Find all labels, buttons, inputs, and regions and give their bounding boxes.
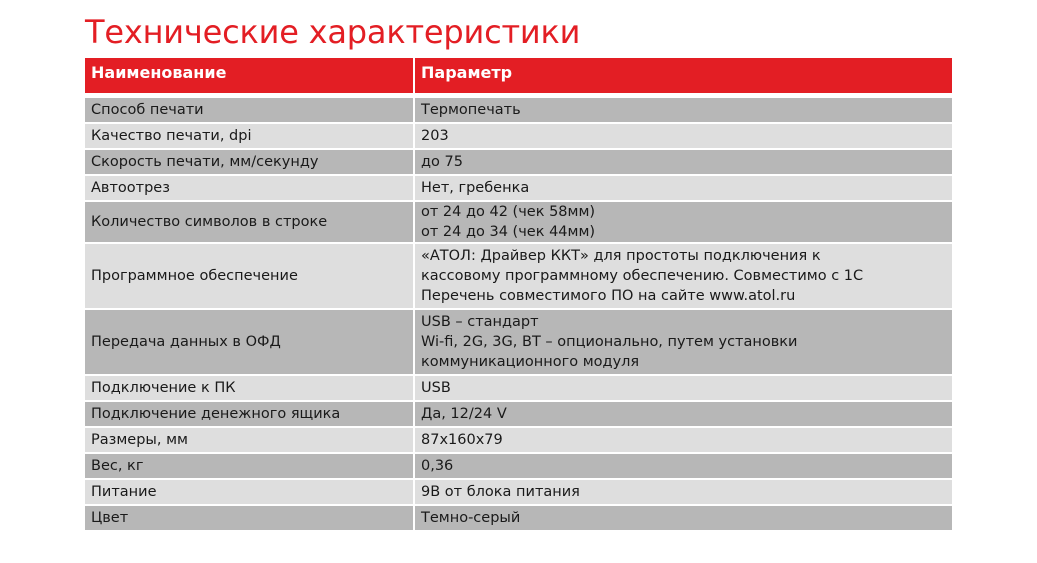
page-title: Технические характеристики (85, 13, 581, 51)
spec-name-cell: Подключение денежного ящика (85, 401, 414, 427)
spec-name-cell: Автоотрез (85, 175, 414, 201)
spec-value-line: 203 (421, 128, 449, 144)
spec-value-line: Термопечать (421, 102, 521, 118)
spec-name-cell: Подключение к ПК (85, 375, 414, 401)
spec-value-cell (414, 201, 952, 243)
spec-value-line: Перечень совместимого ПО на сайте www.atol.ru (421, 288, 796, 304)
spec-name-cell: Программное обеспечение (85, 243, 414, 309)
spec-name-cell: Вес, кг (85, 453, 414, 479)
spec-value-cell (414, 149, 952, 175)
table-row (85, 505, 952, 531)
spec-name-cell: Питание (85, 479, 414, 505)
spec-value-line: коммуникационного модуля (421, 354, 640, 370)
spec-value-cell (414, 123, 952, 149)
spec-name-cell: Скорость печати, мм/секунду (85, 149, 414, 175)
header-name: Наименование (85, 58, 414, 93)
spec-value-cell (414, 479, 952, 505)
spec-value-cell (414, 243, 952, 309)
header-parameter: Параметр (414, 58, 952, 93)
table-row (85, 479, 952, 505)
table-row (85, 175, 952, 201)
spec-name-cell: Цвет (85, 505, 414, 531)
spec-value-cell (414, 175, 952, 201)
table-row (85, 453, 952, 479)
table-header-row (85, 58, 952, 93)
spec-value-cell (414, 97, 952, 123)
spec-value-line: 9В от блока питания (421, 484, 580, 500)
spec-value-line: Wi-fi, 2G, 3G, BT – опционально, путем установки (421, 334, 798, 350)
spec-value-cell (414, 309, 952, 375)
table-row (85, 309, 952, 375)
spec-value-line: Нет, гребенка (421, 180, 530, 196)
spec-value-line: Да, 12/24 V (421, 406, 507, 422)
spec-name-cell: Качество печати, dpi (85, 123, 414, 149)
spec-name-cell: Количество символов в строке (85, 201, 414, 243)
table-row (85, 427, 952, 453)
spec-name-cell: Передача данных в ОФД (85, 309, 414, 375)
spec-value-line: 87x160x79 (421, 432, 503, 448)
spec-value-cell (414, 401, 952, 427)
table-row (85, 149, 952, 175)
spec-value-line: Темно-серый (421, 510, 521, 526)
specs-table (85, 58, 952, 532)
spec-value-line: «АТОЛ: Драйвер ККТ» для простоты подключения к (421, 248, 821, 264)
spec-value-line: до 75 (421, 154, 463, 170)
table-row (85, 401, 952, 427)
table-row (85, 201, 952, 243)
table-row (85, 123, 952, 149)
spec-value-cell (414, 375, 952, 401)
spec-value-line: от 24 до 34 (чек 44мм) (421, 224, 596, 240)
table-row (85, 375, 952, 401)
table-row (85, 243, 952, 309)
spec-value-line: USB – стандарт (421, 314, 539, 330)
spec-value-line: от 24 до 42 (чек 58мм) (421, 204, 596, 220)
spec-value-cell (414, 453, 952, 479)
spec-value-cell (414, 427, 952, 453)
spec-value-line: USB (421, 380, 451, 396)
spec-name-cell: Размеры, мм (85, 427, 414, 453)
spec-value-line: 0,36 (421, 458, 454, 474)
spec-value-cell (414, 505, 952, 531)
table-row (85, 97, 952, 123)
spec-name-cell: Способ печати (85, 97, 414, 123)
spec-value-line: кассовому программному обеспечению. Совместимо с 1С (421, 268, 864, 284)
